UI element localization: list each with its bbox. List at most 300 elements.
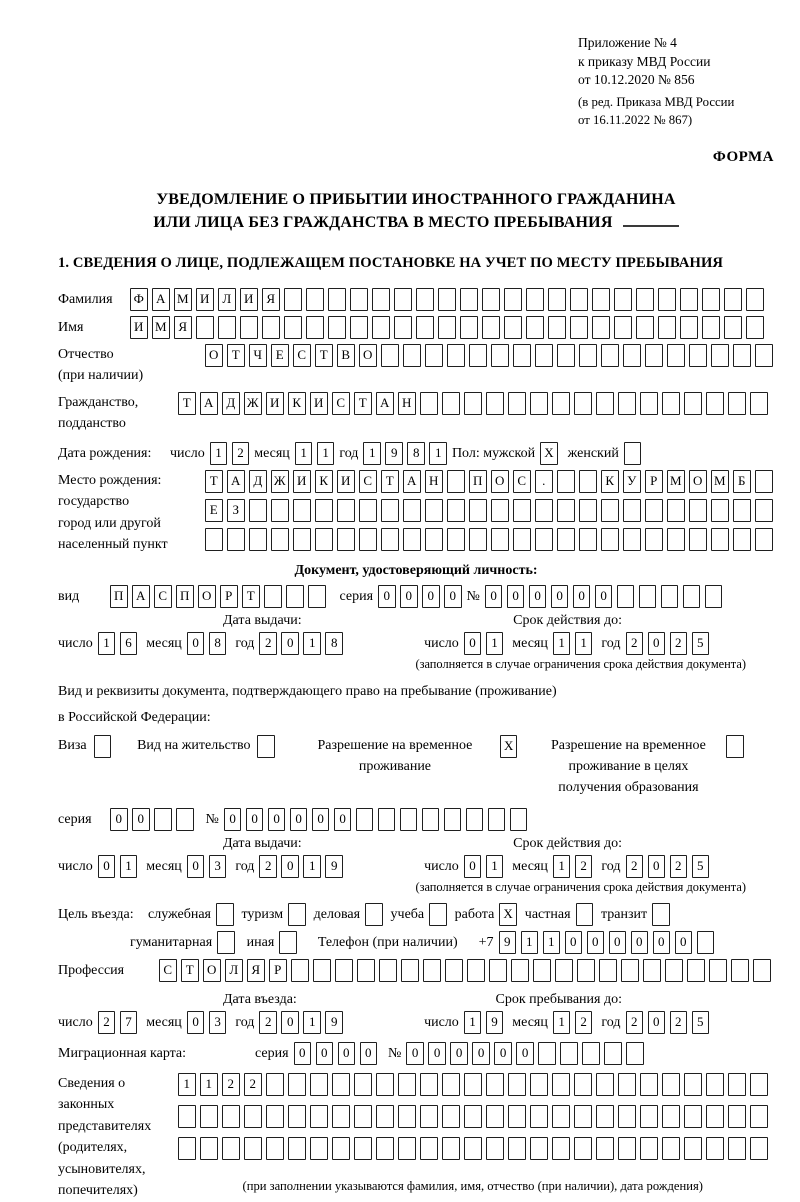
- residence-expiry-year-cell[interactable]: 0: [648, 855, 666, 878]
- surname-cell[interactable]: [504, 288, 522, 311]
- surname-cell[interactable]: [460, 288, 478, 311]
- doc-kind-cell[interactable]: [308, 585, 326, 608]
- doc-number-cell[interactable]: [683, 585, 701, 608]
- birthplace-cell[interactable]: И: [293, 470, 311, 493]
- firstname-cell[interactable]: [614, 316, 632, 339]
- migration-number-cell[interactable]: 0: [450, 1042, 468, 1065]
- patronymic-cell[interactable]: [601, 344, 619, 367]
- profession-cell[interactable]: Р: [269, 959, 287, 982]
- birthplace-cell[interactable]: [579, 470, 597, 493]
- birthplace-cell[interactable]: Н: [425, 470, 443, 493]
- surname-cell[interactable]: А: [152, 288, 170, 311]
- doc-series-cell[interactable]: 0: [444, 585, 462, 608]
- surname-cell[interactable]: М: [174, 288, 192, 311]
- representatives-cell[interactable]: [508, 1137, 526, 1160]
- firstname-cell[interactable]: [746, 316, 764, 339]
- birthplace-cell[interactable]: П: [469, 470, 487, 493]
- patronymic-cell[interactable]: [535, 344, 553, 367]
- profession-cell[interactable]: [709, 959, 727, 982]
- surname-cell[interactable]: [658, 288, 676, 311]
- citizenship-cell[interactable]: С: [332, 392, 350, 415]
- stay-day-cell[interactable]: 1: [464, 1011, 482, 1034]
- representatives-cell[interactable]: [398, 1073, 416, 1096]
- residence-number-cell[interactable]: 0: [290, 808, 308, 831]
- residence-series-cell[interactable]: 0: [132, 808, 150, 831]
- representatives-cell[interactable]: [244, 1105, 262, 1128]
- patronymic-cell[interactable]: [755, 344, 773, 367]
- temp-residence-checkbox-cell[interactable]: X: [500, 735, 518, 758]
- residence-number-cell[interactable]: 0: [246, 808, 264, 831]
- temp-residence-education-checkbox-cell[interactable]: [726, 735, 744, 758]
- profession-cell[interactable]: [291, 959, 309, 982]
- representatives-cell[interactable]: [618, 1137, 636, 1160]
- patronymic-cell[interactable]: [733, 344, 751, 367]
- residence-number-cell[interactable]: [400, 808, 418, 831]
- doc-kind-cell[interactable]: Т: [242, 585, 260, 608]
- representatives-cell[interactable]: [596, 1137, 614, 1160]
- birthplace-cell[interactable]: Е: [205, 499, 223, 522]
- phone-cell[interactable]: 0: [675, 931, 693, 954]
- representatives-cell[interactable]: [750, 1105, 768, 1128]
- doc-kind-cell[interactable]: П: [176, 585, 194, 608]
- patronymic-cell[interactable]: [579, 344, 597, 367]
- birthplace-cell[interactable]: [601, 528, 619, 551]
- representatives-cell[interactable]: [574, 1137, 592, 1160]
- expiry-day-cell[interactable]: 1: [486, 632, 504, 655]
- representatives-cell[interactable]: [684, 1137, 702, 1160]
- citizenship-cell[interactable]: [662, 392, 680, 415]
- citizenship-cell[interactable]: [530, 392, 548, 415]
- firstname-cell[interactable]: [394, 316, 412, 339]
- entry-year-cell[interactable]: 2: [259, 1011, 277, 1034]
- stay-year-cell[interactable]: 2: [670, 1011, 688, 1034]
- residence-expiry-month-cell[interactable]: 1: [553, 855, 571, 878]
- birthplace-cell[interactable]: [271, 528, 289, 551]
- representatives-cell[interactable]: [266, 1105, 284, 1128]
- citizenship-cell[interactable]: Ж: [244, 392, 262, 415]
- representatives-cell[interactable]: [486, 1073, 504, 1096]
- doc-kind-cell[interactable]: А: [132, 585, 150, 608]
- profession-cell[interactable]: Я: [247, 959, 265, 982]
- birthplace-cell[interactable]: [689, 499, 707, 522]
- representatives-cell[interactable]: [310, 1105, 328, 1128]
- birthplace-cell[interactable]: [381, 499, 399, 522]
- profession-cell[interactable]: О: [203, 959, 221, 982]
- representatives-cell[interactable]: [640, 1073, 658, 1096]
- citizenship-cell[interactable]: [618, 392, 636, 415]
- birthplace-cell[interactable]: [579, 528, 597, 551]
- citizenship-cell[interactable]: И: [266, 392, 284, 415]
- birthplace-cell[interactable]: Б: [733, 470, 751, 493]
- birthplace-cell[interactable]: А: [227, 470, 245, 493]
- profession-cell[interactable]: [489, 959, 507, 982]
- surname-cell[interactable]: [350, 288, 368, 311]
- migration-number-cell[interactable]: 0: [516, 1042, 534, 1065]
- representatives-cell[interactable]: [398, 1137, 416, 1160]
- birthplace-cell[interactable]: [425, 499, 443, 522]
- stay-year-cell[interactable]: 5: [692, 1011, 710, 1034]
- expiry-year-cell[interactable]: 0: [648, 632, 666, 655]
- surname-cell[interactable]: [570, 288, 588, 311]
- birthplace-cell[interactable]: [469, 499, 487, 522]
- residence-expiry-month-cell[interactable]: 2: [575, 855, 593, 878]
- expiry-year-cell[interactable]: 5: [692, 632, 710, 655]
- surname-cell[interactable]: [284, 288, 302, 311]
- entry-year-cell[interactable]: 1: [303, 1011, 321, 1034]
- residence-number-cell[interactable]: 0: [224, 808, 242, 831]
- representatives-cell[interactable]: [530, 1137, 548, 1160]
- birthplace-cell[interactable]: [535, 528, 553, 551]
- sex-female-checkbox-cell[interactable]: [624, 442, 642, 465]
- representatives-cell[interactable]: [508, 1105, 526, 1128]
- profession-cell[interactable]: Л: [225, 959, 243, 982]
- residence-number-cell[interactable]: [510, 808, 528, 831]
- citizenship-cell[interactable]: А: [376, 392, 394, 415]
- birthplace-cell[interactable]: [667, 528, 685, 551]
- profession-cell[interactable]: [753, 959, 771, 982]
- birthplace-cell[interactable]: [755, 470, 773, 493]
- phone-cell[interactable]: 0: [587, 931, 605, 954]
- firstname-cell[interactable]: [372, 316, 390, 339]
- phone-cell[interactable]: 0: [565, 931, 583, 954]
- patronymic-cell[interactable]: [381, 344, 399, 367]
- birthplace-cell[interactable]: [227, 528, 245, 551]
- representatives-cell[interactable]: [596, 1105, 614, 1128]
- birthplace-cell[interactable]: [293, 528, 311, 551]
- firstname-cell[interactable]: [350, 316, 368, 339]
- birthplace-cell[interactable]: О: [491, 470, 509, 493]
- birthplace-cell[interactable]: [711, 528, 729, 551]
- firstname-cell[interactable]: [658, 316, 676, 339]
- entry-month-cell[interactable]: 0: [187, 1011, 205, 1034]
- migration-number-cell[interactable]: [560, 1042, 578, 1065]
- birthplace-cell[interactable]: [733, 528, 751, 551]
- representatives-cell[interactable]: 2: [244, 1073, 262, 1096]
- birthplace-cell[interactable]: Т: [381, 470, 399, 493]
- profession-cell[interactable]: [313, 959, 331, 982]
- issue-year-cell[interactable]: 8: [325, 632, 343, 655]
- birthplace-cell[interactable]: [315, 528, 333, 551]
- surname-cell[interactable]: [306, 288, 324, 311]
- patronymic-cell[interactable]: Т: [315, 344, 333, 367]
- representatives-cell[interactable]: [684, 1073, 702, 1096]
- entry-day-cell[interactable]: 7: [120, 1011, 138, 1034]
- issue-year-cell[interactable]: 1: [303, 632, 321, 655]
- surname-cell[interactable]: [724, 288, 742, 311]
- surname-cell[interactable]: Л: [218, 288, 236, 311]
- representatives-cell[interactable]: [376, 1073, 394, 1096]
- representatives-cell[interactable]: [662, 1105, 680, 1128]
- birth-day-cell[interactable]: 1: [210, 442, 228, 465]
- profession-cell[interactable]: [577, 959, 595, 982]
- patronymic-cell[interactable]: О: [205, 344, 223, 367]
- representatives-cell[interactable]: [728, 1105, 746, 1128]
- residence-issue-month-cell[interactable]: 3: [209, 855, 227, 878]
- doc-kind-cell[interactable]: П: [110, 585, 128, 608]
- patronymic-cell[interactable]: [447, 344, 465, 367]
- representatives-cell[interactable]: [310, 1073, 328, 1096]
- birthplace-cell[interactable]: [425, 528, 443, 551]
- residence-issue-year-cell[interactable]: 2: [259, 855, 277, 878]
- citizenship-cell[interactable]: [684, 392, 702, 415]
- representatives-cell[interactable]: [706, 1105, 724, 1128]
- birthplace-cell[interactable]: [337, 528, 355, 551]
- profession-cell[interactable]: С: [159, 959, 177, 982]
- citizenship-cell[interactable]: [640, 392, 658, 415]
- citizenship-cell[interactable]: [728, 392, 746, 415]
- representatives-cell[interactable]: [288, 1137, 306, 1160]
- doc-number-cell[interactable]: [617, 585, 635, 608]
- birthplace-cell[interactable]: [359, 528, 377, 551]
- birthplace-cell[interactable]: [623, 499, 641, 522]
- profession-cell[interactable]: [357, 959, 375, 982]
- surname-cell[interactable]: [328, 288, 346, 311]
- purpose-other-checkbox-cell[interactable]: [279, 931, 297, 954]
- representatives-cell[interactable]: [530, 1073, 548, 1096]
- birth-year-cell[interactable]: 1: [363, 442, 381, 465]
- representatives-cell[interactable]: [376, 1137, 394, 1160]
- citizenship-cell[interactable]: [420, 392, 438, 415]
- profession-cell[interactable]: [687, 959, 705, 982]
- representatives-cell[interactable]: [618, 1105, 636, 1128]
- entry-year-cell[interactable]: 0: [281, 1011, 299, 1034]
- profession-cell[interactable]: Т: [181, 959, 199, 982]
- representatives-cell[interactable]: [640, 1105, 658, 1128]
- profession-cell[interactable]: [423, 959, 441, 982]
- issue-year-cell[interactable]: 2: [259, 632, 277, 655]
- birthplace-cell[interactable]: [491, 499, 509, 522]
- profession-cell[interactable]: [467, 959, 485, 982]
- residence-number-cell[interactable]: 0: [268, 808, 286, 831]
- birthplace-cell[interactable]: [557, 528, 575, 551]
- visa-checkbox-cell[interactable]: [94, 735, 112, 758]
- citizenship-cell[interactable]: Н: [398, 392, 416, 415]
- birthplace-cell[interactable]: [447, 499, 465, 522]
- patronymic-cell[interactable]: Е: [271, 344, 289, 367]
- birthplace-cell[interactable]: А: [403, 470, 421, 493]
- representatives-cell[interactable]: [266, 1073, 284, 1096]
- residence-number-cell[interactable]: [356, 808, 374, 831]
- birthplace-cell[interactable]: К: [601, 470, 619, 493]
- residence-expiry-day-cell[interactable]: 1: [486, 855, 504, 878]
- residence-permit-checkbox-cell[interactable]: [257, 735, 275, 758]
- birthplace-cell[interactable]: [711, 499, 729, 522]
- patronymic-cell[interactable]: [645, 344, 663, 367]
- patronymic-cell[interactable]: [491, 344, 509, 367]
- representatives-cell[interactable]: [728, 1073, 746, 1096]
- purpose-study-checkbox-cell[interactable]: [429, 903, 447, 926]
- birthplace-cell[interactable]: [293, 499, 311, 522]
- representatives-cell[interactable]: [354, 1137, 372, 1160]
- birthplace-cell[interactable]: [579, 499, 597, 522]
- representatives-cell[interactable]: [420, 1073, 438, 1096]
- purpose-humanitarian-checkbox-cell[interactable]: [217, 931, 235, 954]
- representatives-cell[interactable]: 1: [200, 1073, 218, 1096]
- surname-cell[interactable]: [482, 288, 500, 311]
- firstname-cell[interactable]: [218, 316, 236, 339]
- profession-cell[interactable]: [533, 959, 551, 982]
- firstname-cell[interactable]: [262, 316, 280, 339]
- birthplace-cell[interactable]: [733, 499, 751, 522]
- patronymic-cell[interactable]: С: [293, 344, 311, 367]
- firstname-cell[interactable]: [680, 316, 698, 339]
- representatives-cell[interactable]: [288, 1105, 306, 1128]
- doc-kind-cell[interactable]: [286, 585, 304, 608]
- patronymic-cell[interactable]: [623, 344, 641, 367]
- representatives-cell[interactable]: [464, 1137, 482, 1160]
- issue-month-cell[interactable]: 0: [187, 632, 205, 655]
- phone-cell[interactable]: 0: [609, 931, 627, 954]
- issue-day-cell[interactable]: 1: [98, 632, 116, 655]
- patronymic-cell[interactable]: [403, 344, 421, 367]
- birthplace-cell[interactable]: [315, 499, 333, 522]
- representatives-cell[interactable]: [178, 1137, 196, 1160]
- firstname-cell[interactable]: [196, 316, 214, 339]
- representatives-cell[interactable]: [552, 1137, 570, 1160]
- representatives-cell[interactable]: [442, 1137, 460, 1160]
- stay-day-cell[interactable]: 9: [486, 1011, 504, 1034]
- citizenship-cell[interactable]: Т: [178, 392, 196, 415]
- entry-month-cell[interactable]: 3: [209, 1011, 227, 1034]
- birth-month-cell[interactable]: 1: [295, 442, 313, 465]
- stay-year-cell[interactable]: 2: [626, 1011, 644, 1034]
- representatives-cell[interactable]: [244, 1137, 262, 1160]
- citizenship-cell[interactable]: [750, 392, 768, 415]
- surname-cell[interactable]: [680, 288, 698, 311]
- citizenship-cell[interactable]: [508, 392, 526, 415]
- doc-number-cell[interactable]: 0: [485, 585, 503, 608]
- birthplace-cell[interactable]: [557, 470, 575, 493]
- purpose-official-checkbox-cell[interactable]: [216, 903, 234, 926]
- birth-month-cell[interactable]: 1: [317, 442, 335, 465]
- doc-series-cell[interactable]: 0: [400, 585, 418, 608]
- birthplace-cell[interactable]: [447, 528, 465, 551]
- phone-cell[interactable]: 9: [499, 931, 517, 954]
- doc-number-cell[interactable]: 0: [529, 585, 547, 608]
- birthplace-cell[interactable]: З: [227, 499, 245, 522]
- firstname-cell[interactable]: [416, 316, 434, 339]
- purpose-business-checkbox-cell[interactable]: [365, 903, 383, 926]
- residence-expiry-year-cell[interactable]: 2: [626, 855, 644, 878]
- citizenship-cell[interactable]: Д: [222, 392, 240, 415]
- migration-number-cell[interactable]: 0: [472, 1042, 490, 1065]
- birth-day-cell[interactable]: 2: [232, 442, 250, 465]
- patronymic-cell[interactable]: О: [359, 344, 377, 367]
- entry-year-cell[interactable]: 9: [325, 1011, 343, 1034]
- stay-month-cell[interactable]: 2: [575, 1011, 593, 1034]
- representatives-cell[interactable]: [332, 1137, 350, 1160]
- birthplace-cell[interactable]: [271, 499, 289, 522]
- doc-kind-cell[interactable]: С: [154, 585, 172, 608]
- residence-series-cell[interactable]: 0: [110, 808, 128, 831]
- birthplace-cell[interactable]: [249, 499, 267, 522]
- birthplace-cell[interactable]: У: [623, 470, 641, 493]
- sex-male-checkbox-cell[interactable]: X: [540, 442, 558, 465]
- representatives-cell[interactable]: [266, 1137, 284, 1160]
- surname-cell[interactable]: Я: [262, 288, 280, 311]
- representatives-cell[interactable]: [332, 1073, 350, 1096]
- citizenship-cell[interactable]: [464, 392, 482, 415]
- purpose-tourism-checkbox-cell[interactable]: [288, 903, 306, 926]
- surname-cell[interactable]: [394, 288, 412, 311]
- citizenship-cell[interactable]: [596, 392, 614, 415]
- birthplace-cell[interactable]: [601, 499, 619, 522]
- birthplace-cell[interactable]: [469, 528, 487, 551]
- patronymic-cell[interactable]: [667, 344, 685, 367]
- representatives-cell[interactable]: [662, 1137, 680, 1160]
- doc-kind-cell[interactable]: О: [198, 585, 216, 608]
- doc-series-cell[interactable]: 0: [422, 585, 440, 608]
- surname-cell[interactable]: [548, 288, 566, 311]
- birthplace-cell[interactable]: [513, 528, 531, 551]
- phone-cell[interactable]: 0: [653, 931, 671, 954]
- patronymic-cell[interactable]: В: [337, 344, 355, 367]
- representatives-cell[interactable]: [552, 1073, 570, 1096]
- birthplace-cell[interactable]: [645, 499, 663, 522]
- patronymic-cell[interactable]: [425, 344, 443, 367]
- citizenship-cell[interactable]: И: [310, 392, 328, 415]
- birthplace-cell[interactable]: М: [711, 470, 729, 493]
- phone-cell[interactable]: 1: [521, 931, 539, 954]
- residence-issue-day-cell[interactable]: 0: [98, 855, 116, 878]
- surname-cell[interactable]: [636, 288, 654, 311]
- residence-expiry-year-cell[interactable]: 2: [670, 855, 688, 878]
- firstname-cell[interactable]: [526, 316, 544, 339]
- issue-year-cell[interactable]: 0: [281, 632, 299, 655]
- profession-cell[interactable]: [511, 959, 529, 982]
- surname-cell[interactable]: [746, 288, 764, 311]
- migration-number-cell[interactable]: 0: [406, 1042, 424, 1065]
- patronymic-cell[interactable]: Т: [227, 344, 245, 367]
- patronymic-cell[interactable]: [689, 344, 707, 367]
- firstname-cell[interactable]: [724, 316, 742, 339]
- representatives-cell[interactable]: [684, 1105, 702, 1128]
- doc-series-cell[interactable]: 0: [378, 585, 396, 608]
- representatives-cell[interactable]: [750, 1137, 768, 1160]
- surname-cell[interactable]: [526, 288, 544, 311]
- representatives-cell[interactable]: [200, 1105, 218, 1128]
- citizenship-cell[interactable]: Т: [354, 392, 372, 415]
- representatives-cell[interactable]: [420, 1105, 438, 1128]
- representatives-cell[interactable]: [596, 1073, 614, 1096]
- birthplace-cell[interactable]: Ж: [271, 470, 289, 493]
- firstname-cell[interactable]: [548, 316, 566, 339]
- representatives-cell[interactable]: [486, 1137, 504, 1160]
- residence-number-cell[interactable]: [488, 808, 506, 831]
- firstname-cell[interactable]: Я: [174, 316, 192, 339]
- residence-number-cell[interactable]: [444, 808, 462, 831]
- surname-cell[interactable]: [702, 288, 720, 311]
- surname-cell[interactable]: [438, 288, 456, 311]
- surname-cell[interactable]: И: [240, 288, 258, 311]
- representatives-cell[interactable]: [618, 1073, 636, 1096]
- entry-day-cell[interactable]: 2: [98, 1011, 116, 1034]
- phone-cell[interactable]: 1: [543, 931, 561, 954]
- birthplace-cell[interactable]: Д: [249, 470, 267, 493]
- residence-issue-year-cell[interactable]: 1: [303, 855, 321, 878]
- representatives-cell[interactable]: [508, 1073, 526, 1096]
- firstname-cell[interactable]: [306, 316, 324, 339]
- birthplace-cell[interactable]: Т: [205, 470, 223, 493]
- birthplace-cell[interactable]: С: [513, 470, 531, 493]
- representatives-cell[interactable]: [574, 1073, 592, 1096]
- residence-number-cell[interactable]: [422, 808, 440, 831]
- surname-cell[interactable]: Ф: [130, 288, 148, 311]
- migration-number-cell[interactable]: [582, 1042, 600, 1065]
- representatives-cell[interactable]: [310, 1137, 328, 1160]
- birthplace-cell[interactable]: С: [359, 470, 377, 493]
- residence-issue-year-cell[interactable]: 9: [325, 855, 343, 878]
